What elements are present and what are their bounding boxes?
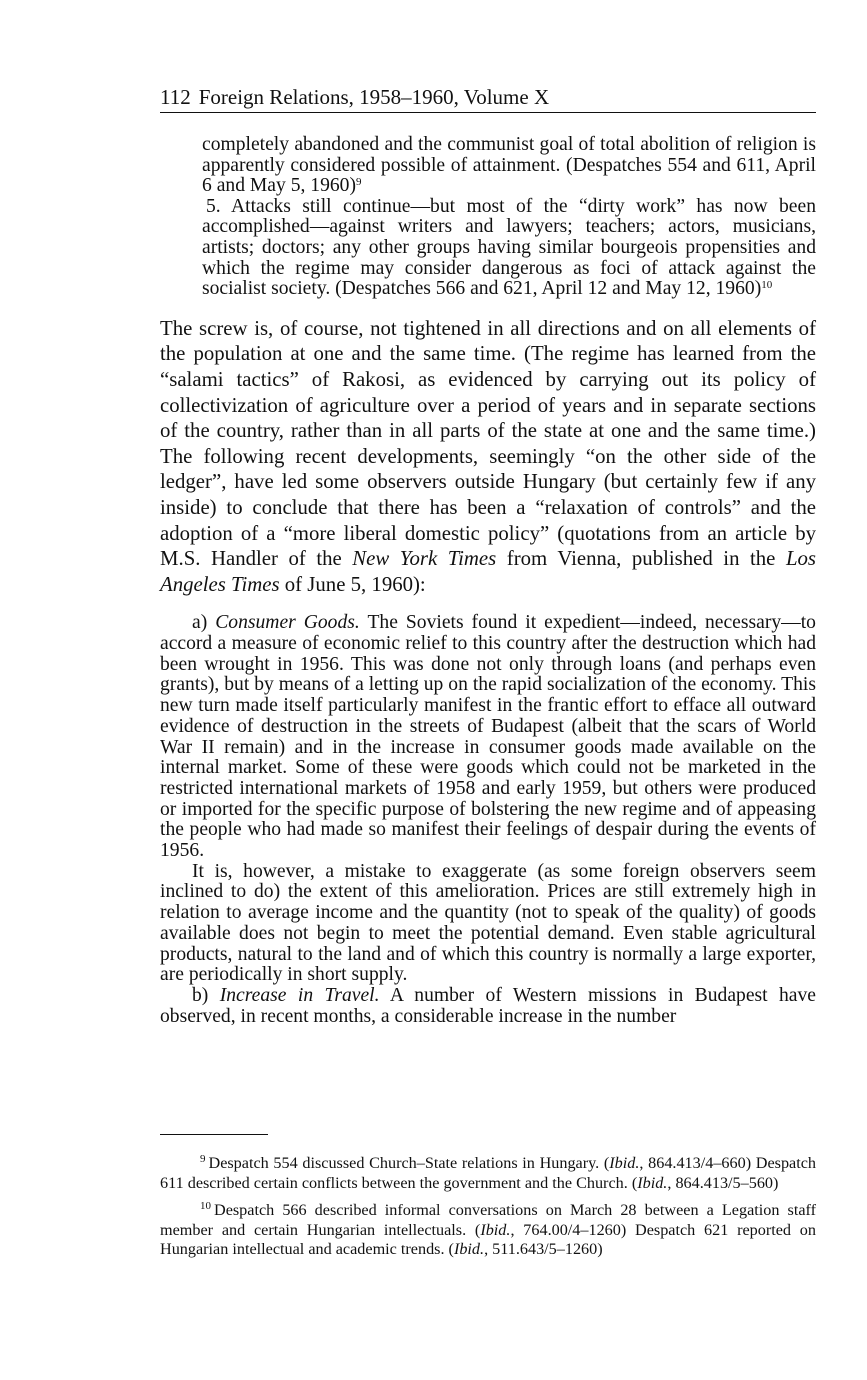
development-list [160,613,816,1027]
list-item-title: Consumer Goods. [215,612,360,634]
list-item-consumer-goods: a) Consumer Goods. The Soviets found it expedient—indeed, necessary—to accord a measure of economic relief to this country after the destruction which had been wrought in 1956. This was done not only through loans (and perhaps even grants), but by means of a letting up on the rapid socialization of the economy. This new turn made itself particularly manifest in the frantic effort to efface all outward evidence of destruction in the streets of Budapest (albeit that the scars of World War II remain) and in the increase in consumer goods made available on the internal market. Some of these were goods which could not be marketed in the restricted international markets of 1958 and early 1959, but others were produced or imported for the specific purpose of bolstering the new regime and of appeasing the people who had made so manifest their feelings of despair during the events of 1956. [160,612,816,862]
footnote-ref-10[interactable]: 10 [761,279,773,292]
list-item-travel: b) Increase in Travel. A number of Western missions in Budapest have observed, in recent months, a considerable increase in the number [160,984,816,1027]
page-number: 112 [160,85,191,109]
quote-paragraph-2: 5. Attacks still continue—but most of the “dirty work” has now been accomplished—against writers and lawyers; teachers; actors, musicians, artists; doctors; any other groups having similar bourgeois propensities and which the regime may consider dangerous as foci of attack against the socialist society. (Despatches 566 and 621, April 12 and May 12, 1960)$^{10}$ [202,195,816,300]
block-quote [202,135,816,300]
publication-title: New York Times [352,547,497,571]
publication-title: Los Angeles Times [160,547,816,596]
running-head [160,84,816,113]
list-item-continuation: It is, however, a mistake to exaggerate (as some foreign observers seem inclined to do) the extent of this amelioration. Prices are still extremely high in relation to average income and the quantity (not to speak of the quality) of goods available does not begin to meet the potential demand. Even stable agricultural products, natural to the land and of which this country is normally a large exporter, are periodically in short supply. [160,860,816,986]
footnote-ref-9[interactable]: 9 [356,176,362,189]
running-title: Foreign Relations, 1958–1960, Volume X [198,85,550,109]
footnote-9: $^9$ Despatch 554 discussed Church–State relations in Hungary. (Ibid., 864.413/4–660) Despatch 611 described certain conflicts between the government and the Church. (Ibid., 864.413/5–560) [160,1153,817,1192]
body-paragraph: The screw is, of course, not tightened in all directions and on all elements of the population at one and the same time. (The regime has learned from the “salami tactics” of Rakosi, as evidenced by carrying out its policy of collectivization of agriculture over a period of years and in separate sections of the country, rather than in all parts of the state at one and the same time.) The following recent developments, seemingly “on the other side of the ledger”, have led some observers outside Hungary (but certainly few if any inside) to conclude that there has been a “relaxation of controls” and the adoption of a “more liberal domestic policy” (quotations from an article by M.S. Handler of the New York Times from Vienna, published in the Los Angeles Times of June 5, 1960): [160,316,816,596]
footnotes [160,1154,816,1268]
list-item-title: Increase in Travel. [219,984,380,1006]
quote-paragraph-1: completely abandoned and the communist goal of total abolition of religion is apparently considered possible of attainment. (Despatches 554 and 611, April 6 and May 5, 1960)$^9$ [202,134,816,197]
footnote-10: $^{10}$ Despatch 566 described informal conversations on March 28 between a Legation staff member and certain Hungarian intellectuals. (Ibid., 764.00/4–1260) Despatch 621 reported on Hungarian intellectual and academic trends. (Ibid., 511.643/5–1260) [160,1200,816,1259]
footnote-divider [160,1134,268,1135]
page-content [160,84,816,1027]
